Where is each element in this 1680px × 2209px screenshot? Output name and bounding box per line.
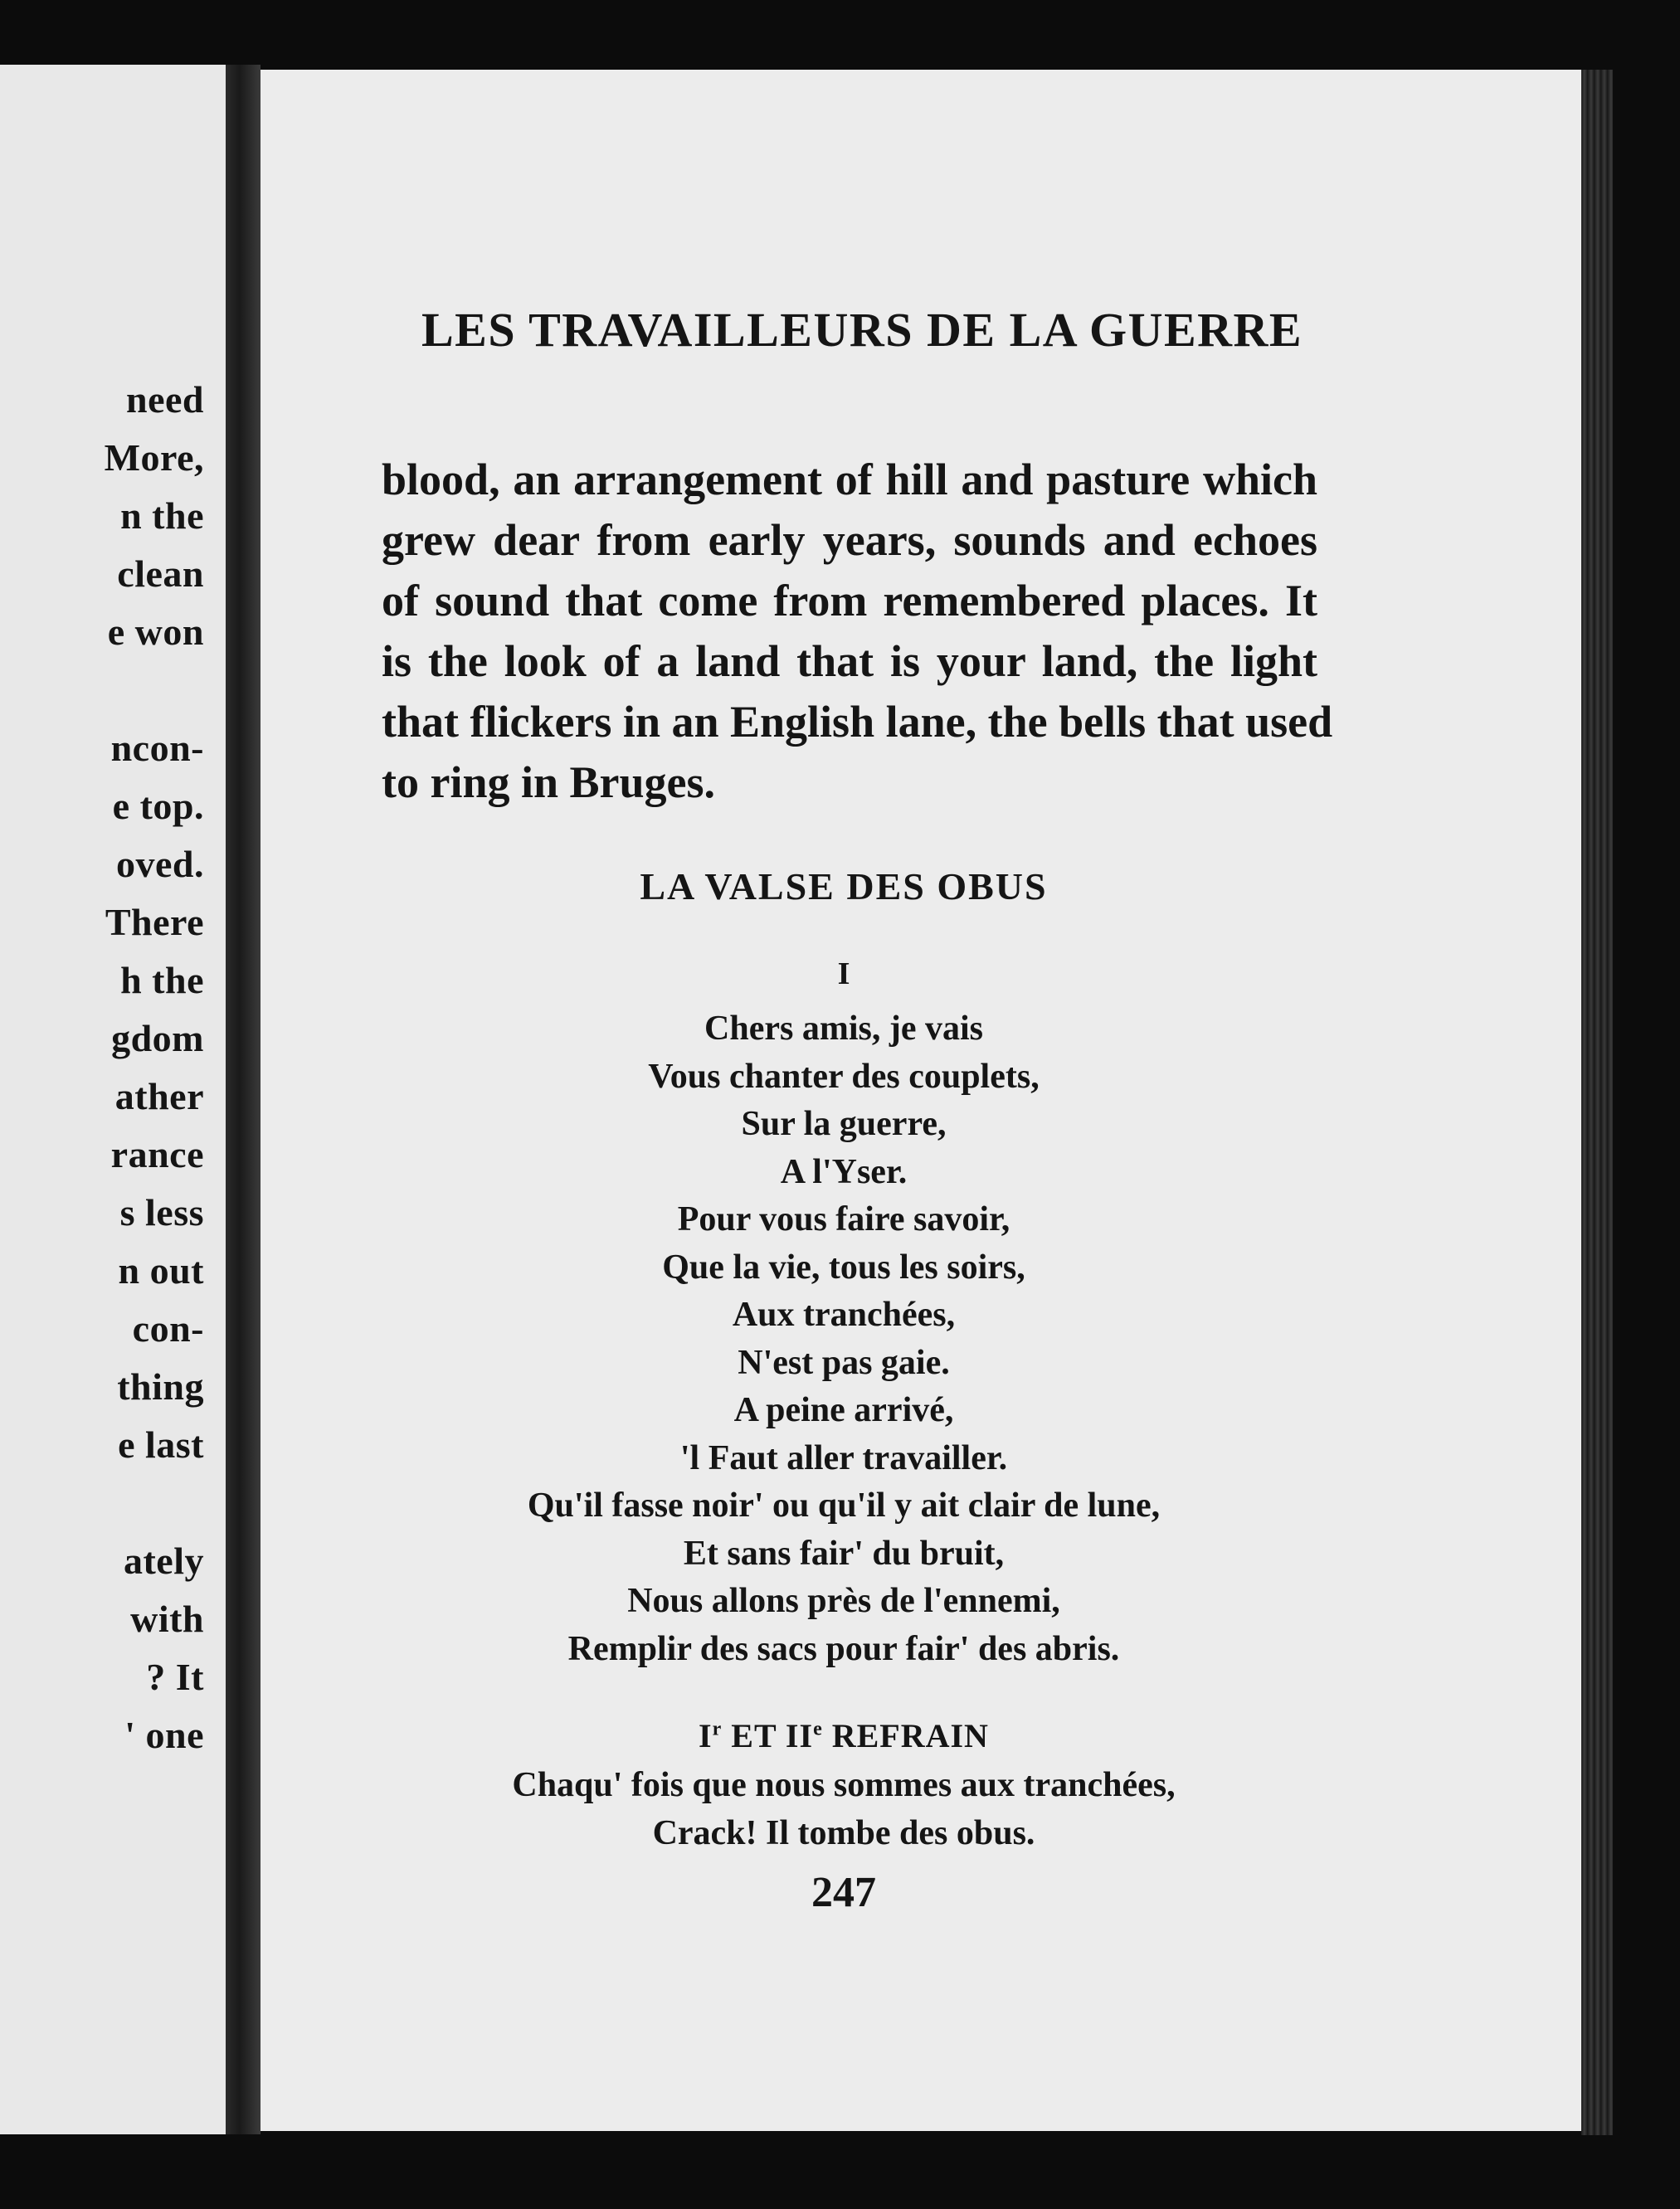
refrain-second-superscript: e	[813, 1718, 823, 1740]
verse-line: Remplir des sacs pour fair' des abris.	[567, 1629, 1120, 1668]
refrain-first-numeral: I	[699, 1717, 713, 1754]
refrain-first-superscript: r	[712, 1718, 723, 1740]
poem-title: LA VALSE DES OBUS	[640, 865, 1048, 907]
poem-stanza	[261, 1005, 1427, 1673]
previous-page-line: with	[130, 1598, 204, 1640]
refrain-line: Chaqu' fois que nous sommes aux tranchées,	[512, 1766, 1176, 1804]
prose-line: that flickers in an English lane, the bells that used	[382, 697, 1333, 747]
previous-page-line: s less	[119, 1191, 204, 1233]
previous-page-line: ? It	[146, 1656, 204, 1698]
previous-page-line: e last	[118, 1423, 204, 1466]
previous-page-line: oved.	[116, 843, 204, 885]
previous-page-line: con-	[132, 1307, 204, 1350]
previous-page-line: More,	[104, 436, 204, 479]
verse-line: Et sans fair' du bruit,	[683, 1534, 1005, 1573]
previous-page-line: There	[105, 901, 204, 943]
previous-page-line: ately	[123, 1540, 204, 1582]
refrain-second-numeral: II	[785, 1717, 814, 1754]
refrain-line: Crack! Il tombe des obus.	[652, 1813, 1035, 1852]
previous-page-line: thing	[117, 1365, 204, 1408]
verse-line: N'est pas gaie.	[738, 1343, 950, 1382]
running-head: LES TRAVAILLEURS DE LA GUERRE	[421, 303, 1303, 357]
previous-page-line: e won	[107, 611, 204, 653]
verse-line: Pour vous faire savoir,	[677, 1200, 1010, 1238]
book-gutter	[226, 65, 261, 2134]
previous-page-line: need	[126, 378, 204, 421]
verse-line: Qu'il fasse noir' ou qu'il y ait clair de lune,	[527, 1486, 1161, 1525]
prose-line: is the look of a land that is your land, the light	[382, 636, 1317, 686]
verse-line: Vous chanter des couplets,	[648, 1057, 1040, 1096]
verse-line: Nous allons près de l'ennemi,	[627, 1582, 1060, 1620]
verse-line: A peine arrivé,	[733, 1391, 954, 1429]
previous-page-line: e top.	[112, 785, 204, 827]
previous-page-line: clean	[117, 552, 204, 595]
prose-line: blood, an arrangement of hill and pasture which	[382, 455, 1317, 504]
refrain-lines	[261, 1762, 1427, 1857]
prose-line: of sound that come from remembered places. It	[382, 576, 1317, 625]
previous-page-line: n the	[120, 494, 204, 537]
previous-page-line: ncon-	[110, 727, 204, 769]
refrain-joiner: ET	[722, 1717, 786, 1754]
verse-line: 'l Faut aller travailler.	[679, 1438, 1008, 1477]
verse-line: Sur la guerre,	[741, 1105, 947, 1143]
prose-line: grew dear from early years, sounds and echoes	[382, 515, 1317, 565]
previous-page-line: n out	[118, 1249, 204, 1292]
previous-page-line: ather	[114, 1075, 204, 1117]
verse-line: Que la vie, tous les soirs,	[662, 1248, 1025, 1287]
previous-page-line: rance	[110, 1133, 204, 1175]
book-page	[261, 70, 1581, 2131]
verse-line: A l'Yser.	[780, 1152, 908, 1191]
refrain-label: REFRAIN	[822, 1717, 989, 1754]
prose-line: to ring in Bruges.	[382, 757, 716, 807]
previous-page-line: gdom	[111, 1017, 204, 1059]
page-number: 247	[811, 1869, 876, 1916]
page-edges	[1581, 70, 1613, 2135]
stanza-numeral: I	[837, 956, 850, 991]
verse-line: Aux tranchées,	[732, 1296, 956, 1334]
refrain-heading	[261, 1716, 1427, 1755]
previous-page-line: ' one	[124, 1714, 204, 1756]
previous-page-line: h the	[120, 959, 204, 1001]
previous-page	[0, 65, 226, 2134]
prose-paragraph	[382, 450, 1581, 813]
verse-line: Chers amis, je vais	[704, 1010, 983, 1048]
